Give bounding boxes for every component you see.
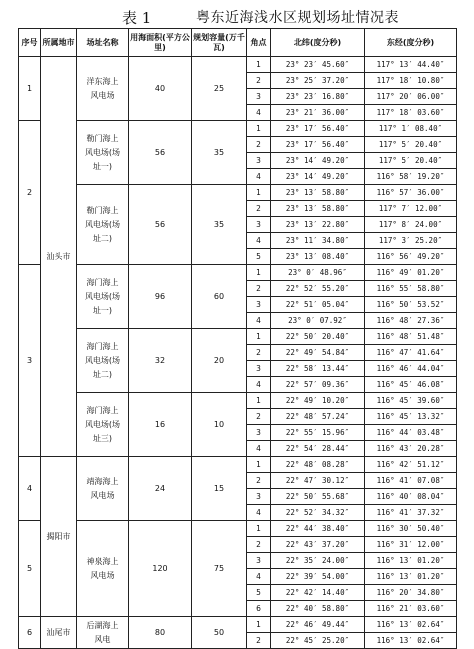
cell-corner: 5 [247,249,271,265]
cell-lat: 22° 47′ 30.12″ [271,473,365,489]
cell-lon: 116° 13′ 02.64″ [365,633,457,649]
cell-lon: 116° 41′ 07.08″ [365,473,457,489]
cell-lat: 22° 48′ 57.24″ [271,409,365,425]
cell-corner: 4 [247,313,271,329]
cell-lon: 117° 8′ 24.00″ [365,217,457,233]
cell-lat: 23° 13′ 58.80″ [271,185,365,201]
cell-site-name: 后湖海上风电 [77,617,129,649]
header-city: 所属地市 [41,29,77,57]
cell-lon: 116° 13′ 01.20″ [365,553,457,569]
cell-area: 16 [129,393,192,457]
cell-lon: 116° 48′ 51.48″ [365,329,457,345]
table-row [19,521,457,537]
cell-lon: 116° 50′ 53.52″ [365,297,457,313]
cell-area: 32 [129,329,192,393]
header-corner: 角点 [247,29,271,57]
cell-lat: 22° 49′ 10.20″ [271,393,365,409]
cell-lon: 116° 43′ 20.28″ [365,441,457,457]
cell-corner: 4 [247,233,271,249]
cell-site-name: 勒门海上风电场(场址二) [77,185,129,265]
cell-corner: 3 [247,297,271,313]
cell-city: 汕尾市 [41,617,77,649]
cell-lat: 22° 43′ 37.20″ [271,537,365,553]
cell-corner: 3 [247,553,271,569]
cell-lat: 22° 55′ 15.96″ [271,425,365,441]
cell-lon: 116° 44′ 03.48″ [365,425,457,441]
header-row [19,29,457,57]
cell-lat: 22° 39′ 54.00″ [271,569,365,585]
cell-lon: 116° 56′ 49.20″ [365,249,457,265]
cell-capacity: 60 [192,265,247,329]
cell-lat: 23° 25′ 37.20″ [271,73,365,89]
cell-lat: 22° 48′ 08.28″ [271,457,365,473]
cell-lon: 116° 49′ 01.20″ [365,265,457,281]
cell-corner: 1 [247,185,271,201]
cell-area: 24 [129,457,192,521]
cell-lat: 22° 54′ 28.44″ [271,441,365,457]
cell-capacity: 50 [192,617,247,649]
cell-corner: 4 [247,441,271,457]
cell-corner: 2 [247,633,271,649]
cell-corner: 3 [247,361,271,377]
cell-lon: 116° 58′ 19.20″ [365,169,457,185]
table-row [19,329,457,345]
cell-lat: 22° 45′ 25.20″ [271,633,365,649]
cell-capacity: 20 [192,329,247,393]
cell-lon: 116° 40′ 08.04″ [365,489,457,505]
site-table [18,28,457,649]
table-row [19,121,457,137]
cell-site-name: 洋东海上风电场 [77,57,129,121]
cell-lat: 22° 52′ 55.20″ [271,281,365,297]
cell-lon: 116° 20′ 34.80″ [365,585,457,601]
cell-corner: 1 [247,457,271,473]
cell-corner: 2 [247,537,271,553]
cell-lat: 22° 50′ 55.68″ [271,489,365,505]
cell-lat: 22° 52′ 34.32″ [271,505,365,521]
cell-lat: 22° 42′ 14.40″ [271,585,365,601]
cell-lon: 117° 1′ 08.40″ [365,121,457,137]
cell-lon: 116° 45′ 13.32″ [365,409,457,425]
cell-corner: 1 [247,617,271,633]
cell-lat: 22° 35′ 24.00″ [271,553,365,569]
header-seq: 序号 [19,29,41,57]
cell-area: 96 [129,265,192,329]
cell-lon: 116° 42′ 51.12″ [365,457,457,473]
cell-lat: 23° 14′ 49.20″ [271,153,365,169]
cell-lon: 117° 18′ 03.60″ [365,105,457,121]
cell-capacity: 35 [192,121,247,185]
cell-lat: 23° 17′ 56.40″ [271,121,365,137]
cell-lon: 117° 18′ 10.80″ [365,73,457,89]
cell-area: 80 [129,617,192,649]
cell-lon: 117° 7′ 12.00″ [365,201,457,217]
cell-lat: 23° 13′ 58.80″ [271,201,365,217]
cell-lon: 117° 5′ 20.40″ [365,137,457,153]
cell-site-name: 神泉海上风电场 [77,521,129,617]
header-lon: 东经(度分秒) [365,29,457,57]
cell-corner: 3 [247,89,271,105]
table-row [19,185,457,201]
cell-lat: 22° 49′ 54.84″ [271,345,365,361]
cell-area: 120 [129,521,192,617]
cell-lat: 23° 21′ 36.00″ [271,105,365,121]
cell-corner: 2 [247,73,271,89]
header-lat: 北纬(度分秒) [271,29,365,57]
cell-lat: 22° 46′ 49.44″ [271,617,365,633]
cell-site-name: 海门海上风电场(场址三) [77,393,129,457]
cell-lon: 116° 48′ 27.36″ [365,313,457,329]
cell-corner: 1 [247,265,271,281]
header-name: 场址名称 [77,29,129,57]
cell-lat: 22° 40′ 58.80″ [271,601,365,617]
table-row [19,457,457,473]
cell-city: 汕头市 [41,57,77,457]
cell-lat: 23° 0′ 07.92″ [271,313,365,329]
cell-lat: 23° 17′ 56.40″ [271,137,365,153]
cell-corner: 1 [247,57,271,73]
cell-lat: 22° 44′ 38.40″ [271,521,365,537]
cell-lon: 116° 13′ 01.20″ [365,569,457,585]
cell-lat: 23° 23′ 45.60″ [271,57,365,73]
cell-area: 56 [129,121,192,185]
cell-site-name: 勒门海上风电场(场址一) [77,121,129,185]
cell-lon: 116° 30′ 50.40″ [365,521,457,537]
cell-corner: 5 [247,585,271,601]
cell-corner: 1 [247,329,271,345]
cell-lon: 116° 55′ 58.80″ [365,281,457,297]
cell-corner: 2 [247,137,271,153]
cell-corner: 1 [247,393,271,409]
cell-lon: 116° 46′ 44.04″ [365,361,457,377]
cell-corner: 1 [247,121,271,137]
cell-lon: 116° 57′ 36.00″ [365,185,457,201]
table-row [19,265,457,281]
cell-seq: 4 [19,457,41,521]
cell-corner: 4 [247,505,271,521]
cell-corner: 6 [247,601,271,617]
cell-lat: 22° 57′ 09.36″ [271,377,365,393]
cell-lon: 116° 13′ 02.64″ [365,617,457,633]
cell-corner: 2 [247,345,271,361]
cell-site-name: 靖海海上风电场 [77,457,129,521]
cell-corner: 4 [247,169,271,185]
table-row [19,617,457,633]
cell-corner: 4 [247,569,271,585]
cell-lon: 116° 31′ 12.00″ [365,537,457,553]
cell-lat: 23° 23′ 16.80″ [271,89,365,105]
cell-lat: 23° 14′ 49.20″ [271,169,365,185]
cell-corner: 4 [247,377,271,393]
cell-corner: 3 [247,153,271,169]
table-row [19,393,457,409]
cell-capacity: 10 [192,393,247,457]
table-number: 表 1 [122,9,152,27]
cell-capacity: 35 [192,185,247,265]
cell-seq: 5 [19,521,41,617]
cell-lon: 116° 45′ 39.60″ [365,393,457,409]
cell-lat: 22° 51′ 05.04″ [271,297,365,313]
cell-lon: 117° 13′ 44.40″ [365,57,457,73]
cell-lat: 23° 13′ 22.80″ [271,217,365,233]
cell-corner: 3 [247,425,271,441]
cell-capacity: 15 [192,457,247,521]
cell-lat: 22° 50′ 20.40″ [271,329,365,345]
cell-lon: 117° 3′ 25.20″ [365,233,457,249]
table-body [19,57,457,649]
header-capacity: 规划容量(万千瓦) [192,29,247,57]
cell-city: 揭阳市 [41,457,77,617]
cell-seq: 2 [19,121,41,265]
header-area: 用海面积(平方公里) [129,29,192,57]
cell-lat: 23° 0′ 48.96″ [271,265,365,281]
cell-corner: 4 [247,105,271,121]
cell-lat: 23° 11′ 34.80″ [271,233,365,249]
cell-corner: 1 [247,521,271,537]
cell-corner: 2 [247,281,271,297]
cell-seq: 6 [19,617,41,649]
cell-corner: 3 [247,217,271,233]
cell-lon: 116° 45′ 46.08″ [365,377,457,393]
cell-site-name: 海门海上风电场(场址二) [77,329,129,393]
cell-lat: 23° 13′ 08.40″ [271,249,365,265]
cell-seq: 1 [19,57,41,121]
cell-area: 56 [129,185,192,265]
cell-corner: 3 [247,489,271,505]
cell-lon: 117° 20′ 06.00″ [365,89,457,105]
cell-corner: 2 [247,201,271,217]
table-row [19,57,457,73]
cell-site-name: 海门海上风电场(场址一) [77,265,129,329]
cell-corner: 2 [247,473,271,489]
cell-seq: 3 [19,265,41,457]
cell-lon: 117° 5′ 20.40″ [365,153,457,169]
cell-lon: 116° 21′ 03.60″ [365,601,457,617]
cell-corner: 2 [247,409,271,425]
cell-lon: 116° 47′ 41.64″ [365,345,457,361]
cell-lon: 116° 41′ 37.32″ [365,505,457,521]
cell-area: 40 [129,57,192,121]
title-row [0,6,474,28]
cell-capacity: 75 [192,521,247,617]
cell-capacity: 25 [192,57,247,121]
table-title: 粤东近海浅水区规划场址情况表 [196,10,399,26]
cell-lat: 22° 58′ 13.44″ [271,361,365,377]
